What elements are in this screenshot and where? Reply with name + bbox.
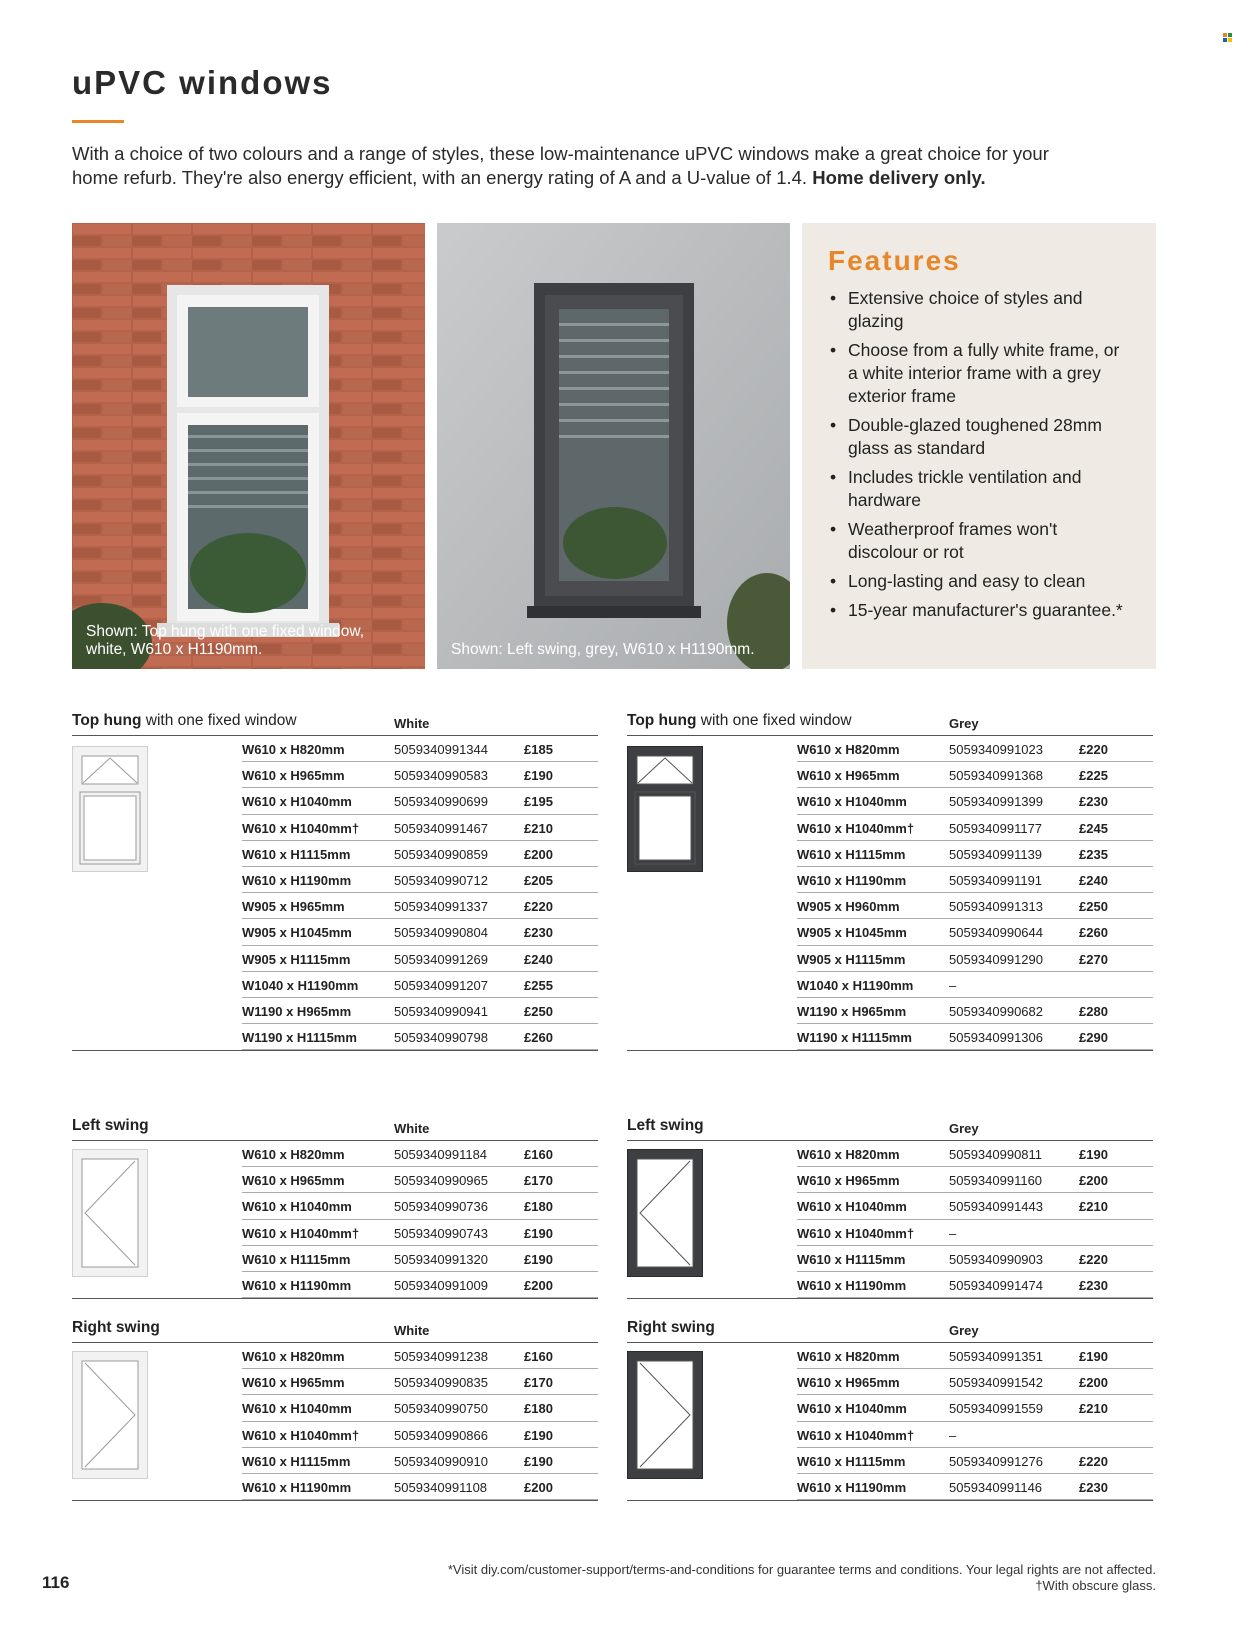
size-cell: W610 x H1040mm [797,1401,907,1417]
product-code-cell: – [949,977,957,993]
footnote-obscure-glass: †With obscure glass. [1035,1578,1156,1593]
table-row [242,893,598,919]
table-title [627,1319,715,1337]
size-cell: W610 x H965mm [797,768,900,784]
product-code-cell: 5059340991399 [949,794,1043,810]
product-code-cell: 5059340990583 [394,768,488,784]
table-title-bold: Right swing [72,1319,160,1336]
table-row [242,1369,598,1395]
product-code-cell: 5059340991207 [394,977,488,993]
table-left-swing-white [72,1115,598,1299]
product-code-cell: 5059340991108 [394,1479,488,1495]
price-cell: £230 [1079,794,1108,810]
price-cell: £200 [1079,1375,1108,1391]
table-row [797,762,1153,788]
price-cell: £160 [524,1147,553,1162]
size-cell: W610 x H1040mm [242,1401,352,1417]
size-cell: W610 x H1040mm† [797,1225,915,1241]
price-cell: £180 [524,1401,553,1417]
size-cell: W1190 x H1115mm [797,1030,912,1046]
footnote-guarantee: *Visit diy.com/customer-support/terms-and-conditions for guarantee terms and conditions. Your legal rights are not affected. [447,1562,1156,1577]
table-row [797,1474,1153,1500]
price-cell: £240 [524,951,553,967]
product-code-cell: 5059340990835 [394,1375,488,1391]
table-bottom-rule [72,1298,598,1299]
product-code-cell: 5059340990866 [394,1427,488,1443]
size-cell: W610 x H1115mm [242,1251,351,1267]
product-code-cell: 5059340990859 [394,846,488,862]
size-cell: W610 x H1190mm [797,872,907,888]
size-cell: W905 x H1115mm [797,951,906,967]
table-title [72,1117,149,1135]
table-row [797,1167,1153,1193]
feature-item: • Weatherproof frames won't discolour or rot [828,518,1130,564]
size-cell: W905 x H1045mm [242,925,352,941]
table-top-hung-white [72,710,598,1051]
size-cell: W610 x H1115mm [797,846,906,862]
product-code-cell: 5059340990682 [949,1003,1043,1019]
product-code-cell: 5059340991269 [394,951,488,967]
size-cell: W905 x H965mm [242,899,345,915]
table-right-swing-grey [627,1317,1153,1501]
table-title-bold: Right swing [627,1319,715,1336]
product-code-cell: 5059340991443 [949,1199,1043,1215]
price-cell: £170 [524,1375,553,1391]
price-cell: £210 [1079,1401,1108,1417]
table-right-swing-white [72,1317,598,1501]
product-code-cell: 5059340991276 [949,1453,1043,1469]
price-cell: £200 [524,1277,553,1293]
product-code-cell: 5059340990736 [394,1199,488,1215]
table-colour-heading: White [394,1323,430,1338]
size-cell: W610 x H1190mm [242,872,352,888]
table-colour-heading: White [394,1121,430,1136]
left-swing-window-icon [72,1149,148,1282]
table-colour-heading: Grey [949,716,979,731]
product-code-cell: 5059340991474 [949,1277,1043,1293]
product-code-cell: 5059340990750 [394,1401,488,1417]
table-colour-heading: Grey [949,1121,979,1136]
features-heading: Features [828,245,961,276]
product-code-cell: 5059340991146 [949,1479,1043,1495]
brand-mark-icon [1223,33,1232,42]
price-cell: £220 [1079,742,1108,757]
price-cell: £180 [524,1199,553,1215]
photo-grey-caption: Shown: Left swing, grey, W610 x H1190mm. [451,641,755,658]
photo-white-window [72,223,425,669]
price-cell: £190 [524,1225,553,1241]
price-cell: £230 [1079,1277,1108,1293]
product-code-cell: 5059340991139 [949,846,1043,862]
price-cell: £225 [1079,768,1108,784]
product-code-cell: – [949,1427,957,1443]
price-cell: £190 [1079,1147,1108,1162]
table-row [797,1448,1153,1474]
size-cell: W610 x H1040mm† [797,820,915,836]
product-code-cell: 5059340991337 [394,899,488,915]
size-cell: W610 x H820mm [242,1147,345,1162]
product-code-cell: 5059340990910 [394,1453,488,1469]
size-cell: W1190 x H1115mm [242,1030,357,1046]
size-cell: W610 x H1115mm [797,1453,906,1469]
table-row [797,1246,1153,1272]
size-cell: W610 x H1115mm [797,1251,906,1267]
price-cell: £270 [1079,951,1108,967]
size-cell: W610 x H820mm [797,742,900,757]
feature-item: • Choose from a fully white frame, or a white interior frame with a grey exterior frame [828,339,1130,408]
size-cell: W610 x H1040mm† [242,1427,360,1443]
table-row [242,815,598,841]
table-header [72,710,598,736]
price-cell: £190 [524,768,553,784]
table-title [72,712,297,730]
price-cell: £190 [524,1453,553,1469]
price-cell: £230 [524,925,553,941]
price-cell: £195 [524,794,553,810]
price-cell: £205 [524,872,553,888]
product-code-cell: 5059340991320 [394,1251,488,1267]
size-cell: W610 x H1190mm [797,1479,907,1495]
table-header [627,1317,1153,1343]
price-cell: £220 [524,899,553,915]
product-code-cell: 5059340991023 [949,742,1043,757]
photo-white-caption [86,623,364,659]
table-left-swing-grey [627,1115,1153,1299]
table-row [797,946,1153,972]
table-row [797,1272,1153,1298]
table-row [242,1246,598,1272]
photo-white-caption-line-2: white, W610 x H1190mm. [86,641,263,658]
size-cell: W610 x H820mm [242,1349,345,1364]
product-code-cell: 5059340991542 [949,1375,1043,1391]
table-row [797,867,1153,893]
size-cell: W1040 x H1190mm [242,977,359,993]
product-code-cell: 5059340991184 [394,1147,488,1162]
size-cell: W610 x H965mm [242,768,345,784]
table-row [242,867,598,893]
table-header [627,710,1153,736]
table-header [627,1115,1153,1141]
table-row [797,1141,1153,1167]
product-code-cell: 5059340991467 [394,820,488,836]
table-row [242,1167,598,1193]
table-row [797,1220,1153,1246]
table-title [72,1319,160,1337]
table-row [242,972,598,998]
table-row [797,788,1153,814]
feature-item: • Long-lasting and easy to clean [828,570,1130,593]
size-cell: W610 x H1115mm [242,846,351,862]
table-row [242,788,598,814]
product-code-cell: 5059340991559 [949,1401,1043,1417]
table-row [242,998,598,1024]
table-bottom-rule [627,1050,1153,1051]
table-row [242,1272,598,1298]
product-code-cell: 5059340990644 [949,925,1043,941]
table-row [242,1220,598,1246]
product-code-cell: 5059340991290 [949,951,1043,967]
table-row [242,1024,598,1050]
product-code-cell: 5059340991177 [949,820,1043,836]
table-bottom-rule [627,1500,1153,1501]
size-cell: W610 x H965mm [242,1375,345,1391]
table-row [797,1193,1153,1219]
price-cell: £200 [524,846,553,862]
size-cell: W610 x H1190mm [797,1277,907,1293]
size-cell: W610 x H1190mm [242,1277,352,1293]
product-code-cell: 5059340990804 [394,925,488,941]
price-cell: £170 [524,1173,553,1189]
price-cell: £235 [1079,846,1108,862]
table-row [797,893,1153,919]
table-colour-heading: Grey [949,1323,979,1338]
table-colour-heading: White [394,716,430,731]
table-row [797,841,1153,867]
feature-item: • Double-glazed toughened 28mm glass as standard [828,414,1130,460]
product-code-cell: 5059340991160 [949,1173,1043,1189]
product-code-cell: 5059340991191 [949,872,1043,888]
table-row [242,762,598,788]
table-top-hung-grey [627,710,1153,1051]
table-row [242,841,598,867]
price-cell: £230 [1079,1479,1108,1495]
price-cell: £220 [1079,1251,1108,1267]
price-cell: £245 [1079,820,1108,836]
price-cell: £190 [524,1427,553,1443]
size-cell: W1040 x H1190mm [797,977,914,993]
right-swing-window-icon [627,1351,703,1484]
top-hung-window-icon [627,746,703,877]
table-row [797,1395,1153,1421]
table-title [627,1117,704,1135]
table-row [242,1343,598,1369]
size-cell: W610 x H1115mm [242,1453,351,1469]
price-cell: £280 [1079,1003,1108,1019]
table-row [797,1369,1153,1395]
size-cell: W905 x H1045mm [797,925,907,941]
table-row [797,972,1153,998]
table-bottom-rule [72,1050,598,1051]
product-code-cell: 5059340991351 [949,1349,1043,1364]
product-code-cell: 5059340990811 [949,1147,1043,1162]
table-title-bold: Left swing [627,1117,704,1134]
size-cell: W610 x H965mm [242,1173,345,1189]
table-row [242,946,598,972]
price-cell: £200 [1079,1173,1108,1189]
table-title-bold: Left swing [72,1117,149,1134]
table-row [242,1422,598,1448]
top-hung-window-icon [72,746,148,877]
size-cell: W610 x H820mm [797,1349,900,1364]
photo-grey-window [437,223,790,669]
features-panel [802,223,1156,669]
size-cell: W610 x H965mm [797,1375,900,1391]
size-cell: W1190 x H965mm [797,1003,907,1019]
photo-white-caption-line-1: Shown: Top hung with one fixed window, [86,623,365,640]
product-code-cell: 5059340990903 [949,1251,1043,1267]
price-cell: £210 [1079,1199,1108,1215]
page-number: 116 [42,1573,70,1592]
page-title: uPVC windows [72,64,333,101]
size-cell: W610 x H1040mm† [242,820,360,836]
price-cell: £255 [524,977,553,993]
product-code-cell: 5059340991368 [949,768,1043,784]
table-row [797,1024,1153,1050]
table-header [72,1115,598,1141]
intro-text [72,142,1072,190]
footnotes [448,1562,1156,1594]
price-cell: £190 [1079,1349,1108,1364]
price-cell: £220 [1079,1453,1108,1469]
table-row [242,919,598,945]
table-row [797,736,1153,762]
size-cell: W610 x H1040mm [797,794,907,810]
size-cell: W610 x H1190mm [242,1479,352,1495]
features-list [828,287,1130,622]
table-title-rest: with one fixed window [141,712,297,729]
price-cell: £240 [1079,872,1108,888]
table-row [242,1448,598,1474]
table-title [627,712,852,730]
right-swing-window-icon [72,1351,148,1484]
table-bottom-rule [627,1298,1153,1299]
left-swing-window-icon [627,1149,703,1282]
price-cell: £190 [524,1251,553,1267]
size-cell: W610 x H1040mm [242,794,352,810]
product-code-cell: 5059340991306 [949,1030,1043,1046]
table-row [797,998,1153,1024]
table-row [242,1395,598,1421]
table-header [72,1317,598,1343]
price-cell: £185 [524,742,553,757]
size-cell: W610 x H820mm [242,742,345,757]
intro-delivery-note: Home delivery only. [812,167,986,188]
table-bottom-rule [72,1500,598,1501]
table-row [242,736,598,762]
product-code-cell: 5059340990743 [394,1225,488,1241]
product-code-cell: 5059340991009 [394,1277,488,1293]
price-cell: £200 [524,1479,553,1495]
table-row [797,1343,1153,1369]
table-row [797,1422,1153,1448]
table-row [797,919,1153,945]
size-cell: W905 x H960mm [797,899,900,915]
product-code-cell: 5059340991313 [949,899,1043,915]
size-cell: W610 x H1040mm† [242,1225,360,1241]
product-code-cell: 5059340991238 [394,1349,488,1364]
price-cell: £160 [524,1349,553,1364]
table-title-rest: with one fixed window [696,712,852,729]
intro-body: With a choice of two colours and a range of styles, these low-maintenance uPVC windows make a great choice for your home refurb. They're also energy efficient, with an energy rating of A and a U-value of 1.4. [72,143,1049,188]
size-cell: W610 x H1040mm† [797,1427,915,1443]
price-cell: £290 [1079,1030,1108,1046]
product-code-cell: 5059340990941 [394,1003,488,1019]
price-cell: £250 [1079,899,1108,915]
table-title-bold: Top hung [72,712,142,729]
product-code-cell: 5059340990965 [394,1173,488,1189]
product-code-cell: 5059340990712 [394,872,488,888]
feature-item: • 15-year manufacturer's guarantee.* [828,599,1130,622]
feature-item: • Extensive choice of styles and glazing [828,287,1130,333]
size-cell: W610 x H965mm [797,1173,900,1189]
price-cell: £210 [524,820,553,836]
title-rule [72,120,124,123]
product-code-cell: 5059340990798 [394,1030,488,1046]
table-row [242,1141,598,1167]
size-cell: W610 x H820mm [797,1147,900,1162]
price-cell: £260 [1079,925,1108,941]
size-cell: W1190 x H965mm [242,1003,352,1019]
price-cell: £260 [524,1030,553,1046]
price-cell: £250 [524,1003,553,1019]
size-cell: W610 x H1040mm [242,1199,352,1215]
product-code-cell: 5059340990699 [394,794,488,810]
size-cell: W905 x H1115mm [242,951,351,967]
size-cell: W610 x H1040mm [797,1199,907,1215]
table-row [242,1474,598,1500]
table-row [242,1193,598,1219]
product-code-cell: 5059340991344 [394,742,488,757]
table-row [797,815,1153,841]
product-code-cell: – [949,1225,957,1241]
feature-item: • Includes trickle ventilation and hardware [828,466,1130,512]
table-title-bold: Top hung [627,712,697,729]
